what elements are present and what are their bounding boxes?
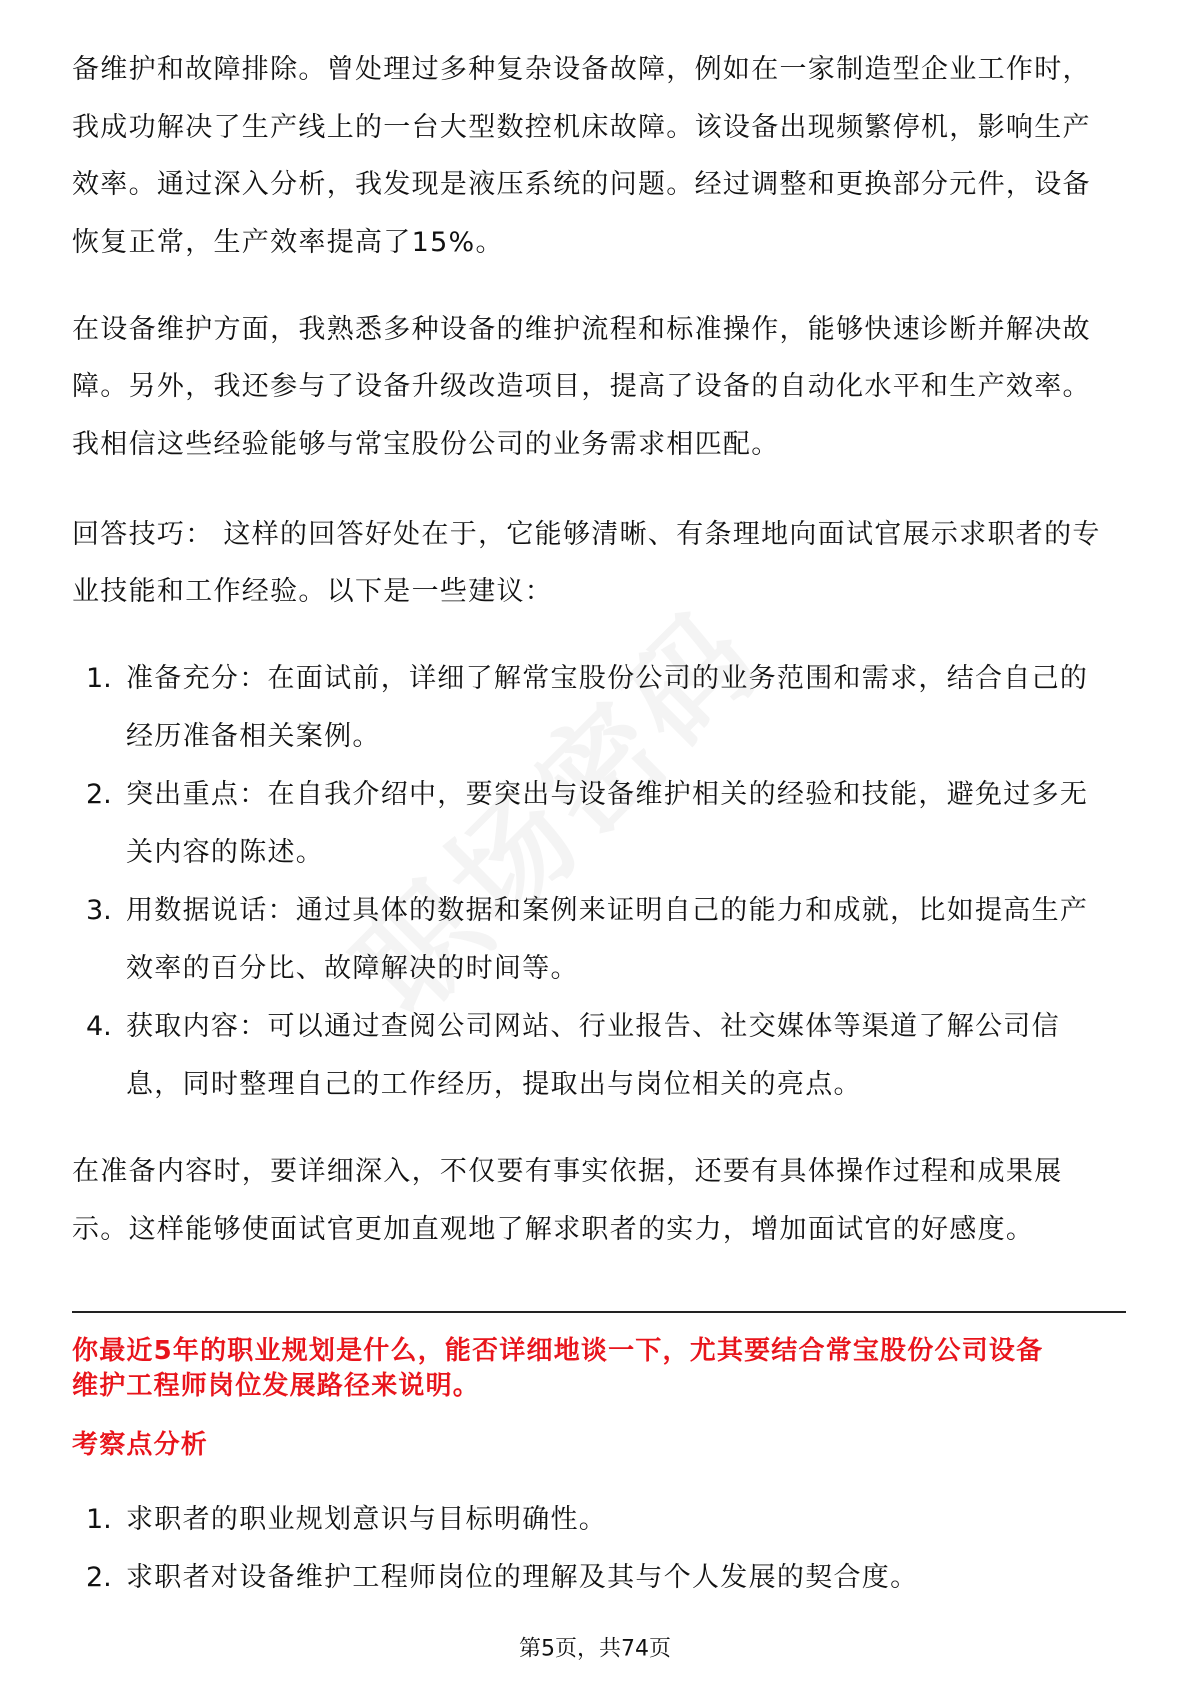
list-item-line: 求职者对设备维护工程师岗位的理解及其与个人发展的契合度。	[126, 1562, 919, 1593]
question-heading: 你最近5年的职业规划是什么，能否详细地谈一下，尤其要结合常宝股份公司设备	[72, 1336, 1044, 1366]
question-heading: 维护工程师岗位发展路径来说明。	[72, 1371, 481, 1401]
paragraph-line: 示。这样能够使面试官更加直观地了解求职者的实力，增加面试官的好感度。	[72, 1214, 1035, 1245]
divider	[72, 1311, 1126, 1313]
list-item-line: 获取内容：可以通过查阅公司网站、行业报告、社交媒体等渠道了解公司信	[126, 1011, 1060, 1042]
paragraph-line: 我成功解决了生产线上的一台大型数控机床故障。该设备出现频繁停机，影响生产	[72, 112, 1091, 143]
list-item-line: 求职者的职业规划意识与目标明确性。	[126, 1504, 608, 1535]
page-number: 第5页，共74页	[519, 1636, 671, 1662]
paragraph-line: 障。另外，我还参与了设备升级改造项目，提高了设备的自动化水平和生产效率。	[72, 371, 1091, 402]
paragraph-line: 恢复正常，生产效率提高了15%。	[72, 227, 504, 258]
list-item-line: 用数据说话：通过具体的数据和案例来证明自己的能力和成就，比如提高生产	[126, 895, 1089, 926]
list-number: 2.	[86, 779, 112, 810]
list-item-line: 突出重点：在自我介绍中，要突出与设备维护相关的经验和技能，避免过多无	[126, 779, 1089, 810]
list-item-line: 息，同时整理自己的工作经历，提取出与岗位相关的亮点。	[126, 1069, 862, 1100]
paragraph-line: 我相信这些经验能够与常宝股份公司的业务需求相匹配。	[72, 429, 780, 460]
list-item-line: 效率的百分比、故障解决的时间等。	[126, 953, 579, 984]
paragraph-line: 回答技巧： 这样的回答好处在于，它能够清晰、有条理地向面试官展示求职者的专	[72, 519, 1101, 550]
list-item-line: 关内容的陈述。	[126, 837, 325, 868]
paragraph-line: 在准备内容时，要详细深入，不仅要有事实依据，还要有具体操作过程和成果展	[72, 1156, 1063, 1187]
list-number: 1.	[86, 1504, 112, 1535]
section-heading: 考察点分析	[72, 1430, 209, 1460]
list-item-line: 经历准备相关案例。	[126, 721, 381, 752]
list-number: 1.	[86, 663, 112, 694]
paragraph-line: 效率。通过深入分析，我发现是液压系统的问题。经过调整和更换部分元件，设备	[72, 169, 1091, 200]
list-number: 4.	[86, 1011, 112, 1042]
paragraph-line: 备维护和故障排除。曾处理过多种复杂设备故障，例如在一家制造型企业工作时，	[72, 54, 1091, 85]
list-item-line: 准备充分：在面试前，详细了解常宝股份公司的业务范围和需求，结合自己的	[126, 663, 1089, 694]
paragraph-line: 在设备维护方面，我熟悉多种设备的维护流程和标准操作，能够快速诊断并解决故	[72, 314, 1091, 345]
list-number: 2.	[86, 1562, 112, 1593]
paragraph-line: 业技能和工作经验。以下是一些建议：	[72, 576, 554, 607]
list-number: 3.	[86, 895, 112, 926]
